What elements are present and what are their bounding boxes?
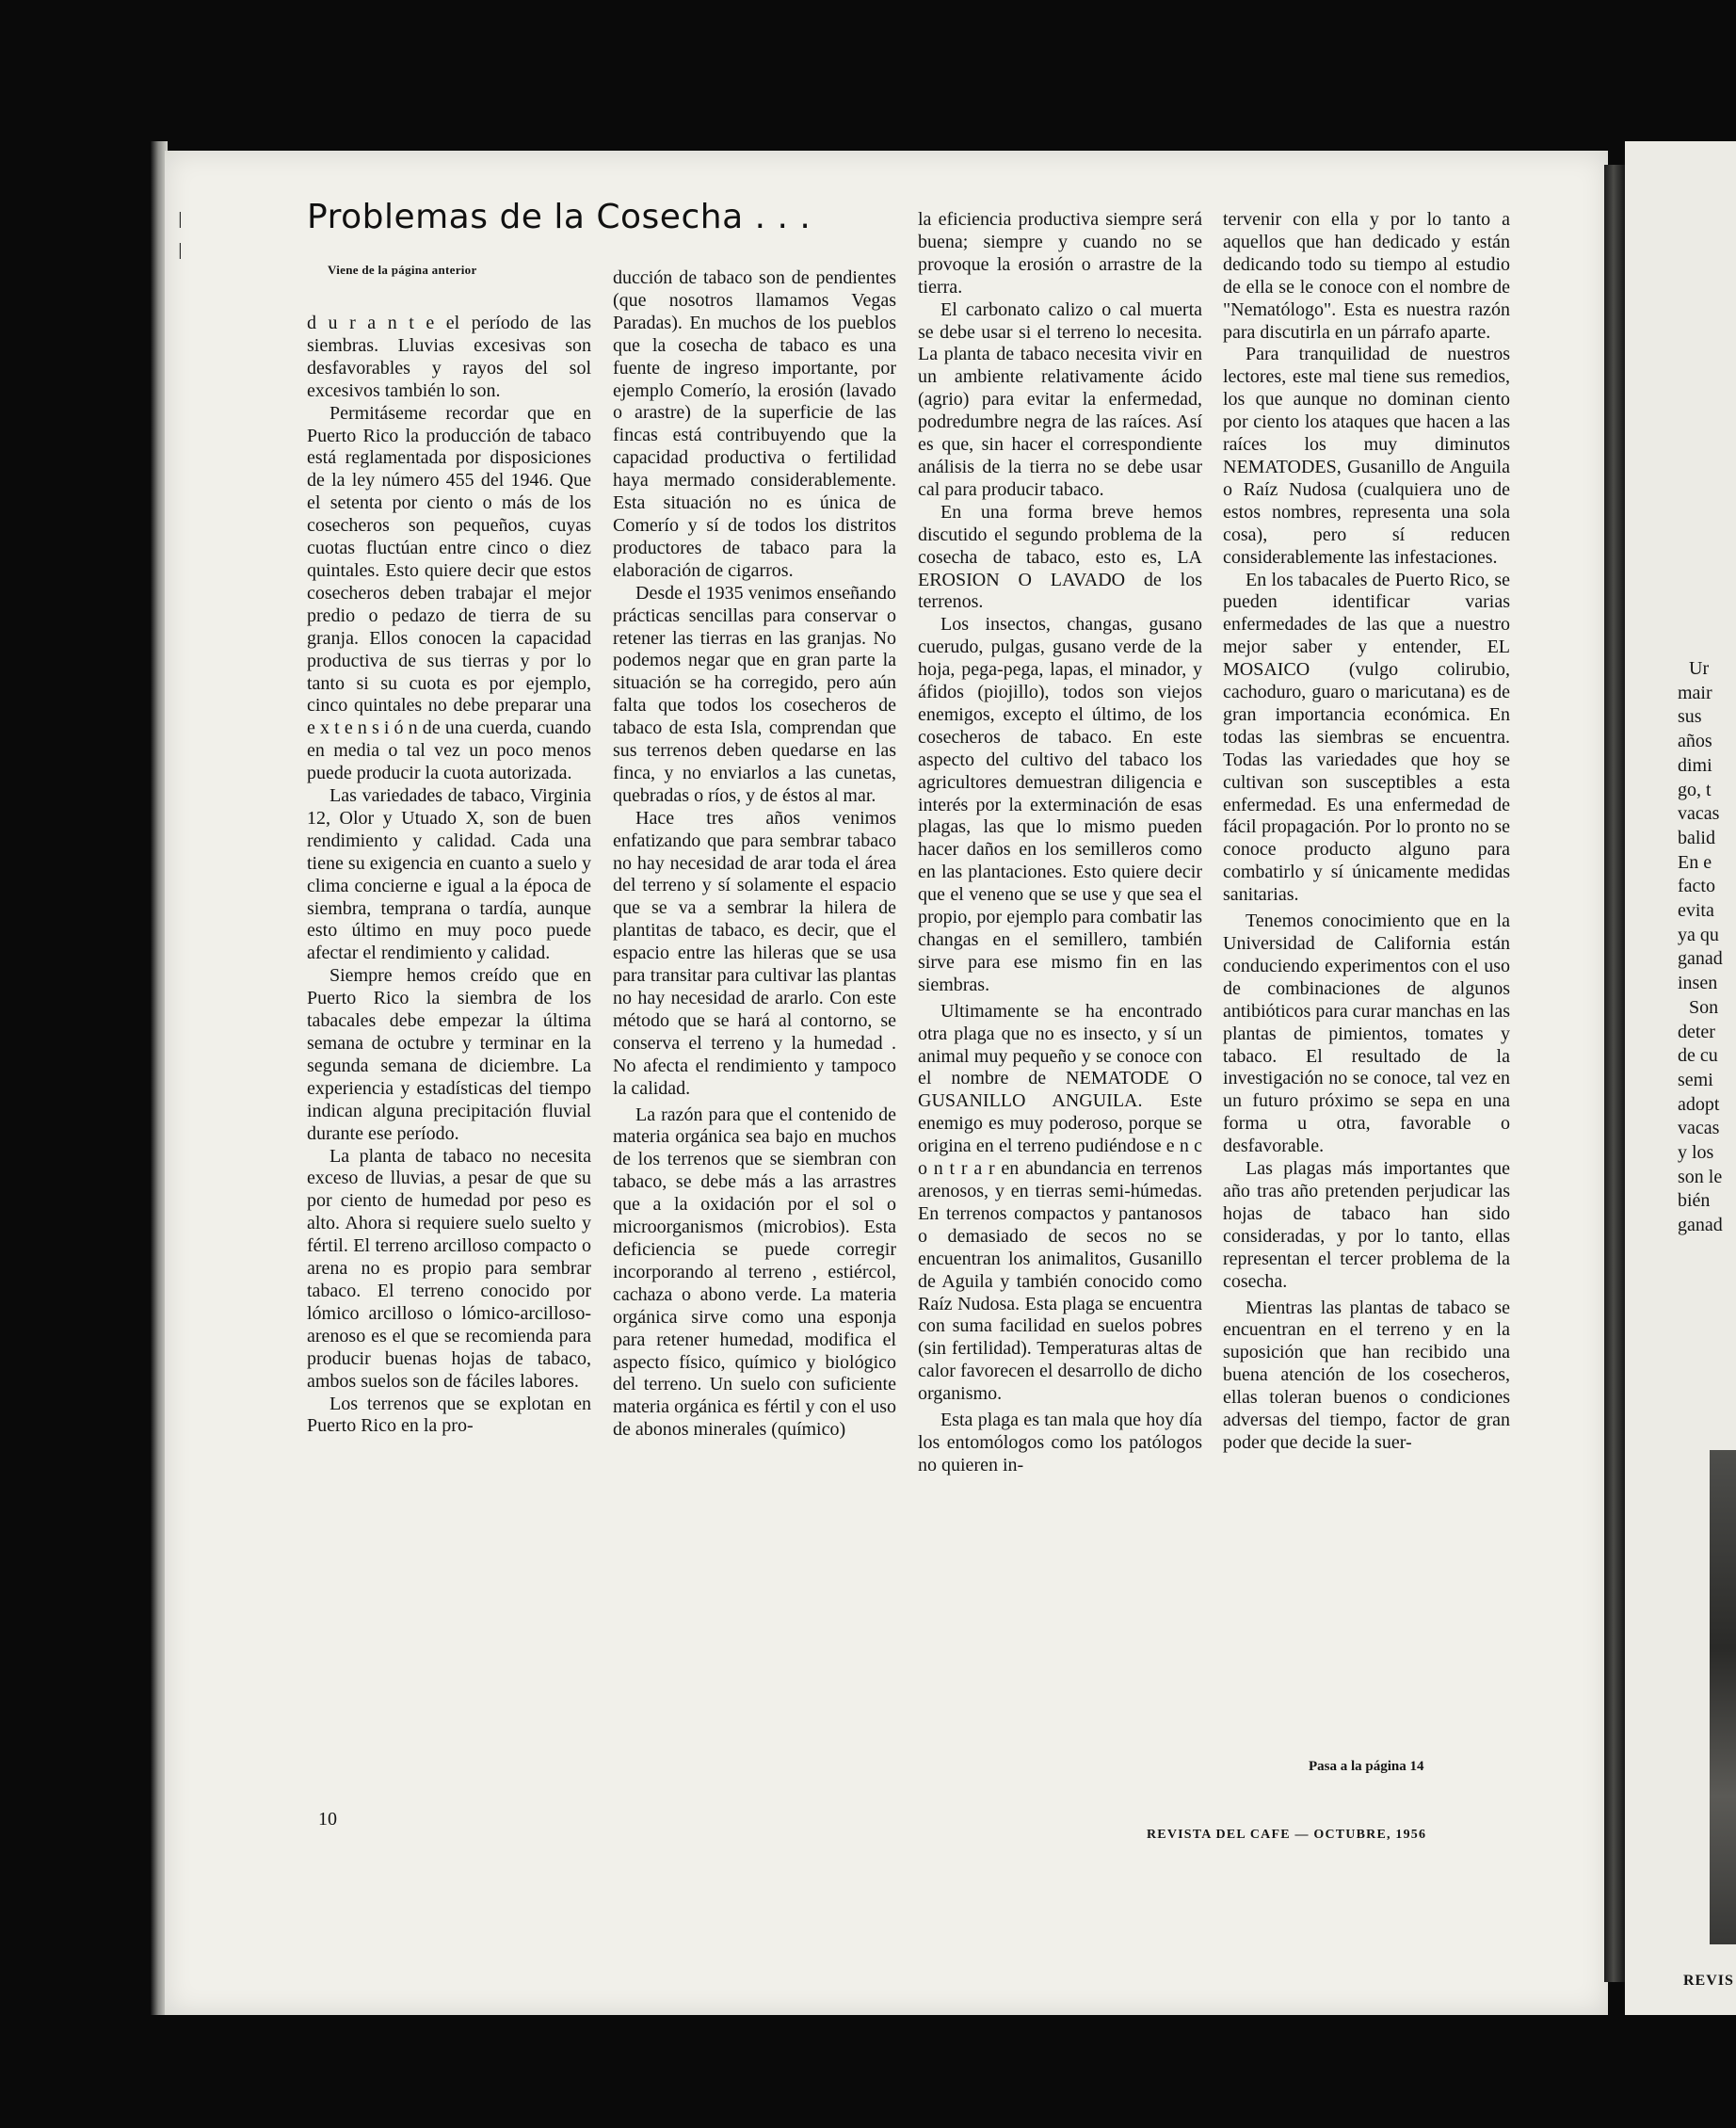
page-number: 10 — [318, 1809, 337, 1830]
paragraph: Desde el 1935 venimos enseñando prácticas sencillas para conservar o retener las tierras en las granjas. No podemos negar que en gran parte la situación se ha corregido, pero aún falta que todos los cosecheros de tabaco de esta Isla, comprendan que sus terrenos deben quedarse en las finca, y no enviarlos a las cunetas, quebradas o ríos, y de éstos al mar. — [613, 582, 896, 806]
paragraph: Para tranquilidad de nuestros lectores, este mal tiene sus remedios, los que aunque no dominan ciento por ciento los ataques que hacen a las raíces los muy diminutos NEMATODES, Gusanillo de Anguila o Raíz Nudosa (cualquiera uno de estos nombres, representa una sola cosa), pero sí reducen considerablemente las infestaciones. — [1223, 344, 1510, 568]
binding-spine — [1604, 165, 1625, 1982]
text-column-2 — [613, 267, 896, 1442]
paragraph: la eficiencia productiva siempre será buena; siempre y cuando no se provoque la erosión o arrastre de la tierra. — [918, 209, 1202, 298]
paragraph: La razón para que el contenido de materia orgánica sea bajo en muchos de los terrenos que se siembran con tabaco, se debe más a las arrastres que a la oxidación por el sol o microorganismos (microbios). Esta deficiencia se puede corregir incorporando al terreno , estiércol, cachaza o abono verde. La materia orgánica sirve como una esponja para retener humedad, modifica el aspecto físico, químico y biológico del terreno. Un suelo con suficiente materia orgánica es fértil y con el uso de abonos minerales (químico) — [613, 1104, 896, 1441]
facing-line: dimi — [1678, 754, 1712, 776]
margin-mark: ǀ — [178, 240, 183, 265]
facing-line: En e — [1678, 851, 1712, 873]
running-footer: REVISTA DEL CAFE — OCTUBRE, 1956 — [1147, 1828, 1427, 1842]
facing-line: semi — [1678, 1069, 1713, 1090]
facing-line: bién — [1678, 1190, 1711, 1212]
paragraph: En una forma breve hemos discutido el segundo problema de la cosecha de tabaco, esto es, LA EROSION O LAVADO de los terrenos. — [918, 501, 1202, 613]
facing-line: de cu — [1678, 1045, 1718, 1067]
continued-to-label: Pasa a la página 14 — [1309, 1759, 1424, 1774]
paragraph: Los terrenos que se explotan en Puerto Rico en la pro- — [307, 1393, 591, 1437]
paragraph: El carbonato calizo o cal muerta se debe usar si el terreno lo necesita. La planta de tabaco necesita vivir en un ambiente relativamente ácido (agrio) para evitar la enfermedad, podredumbre negra de las raíces. Así es que, sin hacer el correspondiente análisis de la tierra no se debe usar cal para producir tabaco. — [918, 298, 1202, 500]
facing-line: Ur — [1689, 658, 1710, 679]
facing-line: deter — [1678, 1021, 1715, 1042]
facing-line: y los — [1678, 1142, 1714, 1164]
facing-line: Son — [1689, 996, 1719, 1018]
paragraph: Tenemos conocimiento que en la Universidad de California están conduciendo experimentos con el uso de combinaciones de algunos antibióticos para curar manchas en las plantas de pimientos, tomates y tabaco. El resultado de la investigación no se conoce, tal vez en un futuro próximo se sepa en una forma u otra, favorable o desfavorable. — [1223, 911, 1510, 1157]
paragraph: ducción de tabaco son de pendientes (que nosotros llamamos Vegas Paradas). En muchos de los pueblos que la cosecha de tabaco es una fuente de ingreso importante, por ejemplo Comerío, la erosión (lavado o arastre) de la superficie de las fincas está contribuyendo que la capacidad productiva o fertilidad haya mermado considerablemente. Esta situación no es única de Comerío y sí de todos los distritos productores de tabaco para la elaboración de cigarros. — [613, 267, 896, 581]
paragraph: Los insectos, changas, gusano cuerudo, pulgas, gusano verde de la hoja, pega-pega, lapas, el minador, y áfidos (piojillo), todos son viejos enemigos, excepto el último, de los cosecheros de tabaco. En este aspecto del cultivo del tabaco los agricultores demuestran diligencia e interés por la exterminación de esas plagas, las que lo mismo pueden hacer daños en los semilleros como en las plantaciones. Esto quiere decir que el veneno que se use y que sea el propio, por ejemplo para combatir las changas en el semillero, también sirve para ese mismo fin en las siembras. — [918, 614, 1202, 995]
facing-line: balid — [1678, 827, 1715, 848]
facing-page-footer: REVIS — [1683, 1973, 1734, 1989]
paragraph: Esta plaga es tan mala que hoy día los entomólogos como los patólogos no quieren in- — [918, 1410, 1202, 1475]
paragraph: tervenir con ella y por lo tanto a aquellos que han dedicado y están dedicando todo su tiempo al estudio de ella se le conoce con el nombre de "Nematólogo". Esta es nuestra razón para discutirla en un párrafo aparte. — [1223, 209, 1510, 343]
facing-line: facto — [1678, 876, 1715, 897]
text-column-1 — [307, 313, 591, 1438]
facing-line: son le — [1678, 1166, 1723, 1187]
facing-page — [1625, 141, 1736, 2015]
margin-mark: ǀ — [178, 209, 183, 234]
text-column-4 — [1223, 209, 1510, 1455]
facing-line: ganad — [1678, 1215, 1723, 1236]
facing-line: insen — [1678, 973, 1718, 994]
paragraph: La planta de tabaco no necesita exceso de lluvias, a pesar de que su por ciento de humedad por peso es alto. Ahora si requiere suelo suelto y fértil. El terreno arcilloso compacto o arena no es propio para sembrar tabaco. El terreno conocido por lómico arcilloso o lómico-arcilloso-arenoso es el que se recomienda para producir buenas hojas de tabaco, ambos suelos son de fáciles labores. — [307, 1145, 591, 1392]
facing-line: ganad — [1678, 948, 1723, 970]
paragraph: Siempre hemos creído que en Puerto Rico la siembra de los tabacales debe empezar la última semana de octubre y terminar en la segunda semana de diciembre. La experiencia y estadísticas del tiempo indican alguna precipitación fluvial durante ese período. — [307, 965, 591, 1144]
paragraph: Las plagas más importantes que año tras año pretenden perjudicar las hojas de tabaco han sido consideradas, y por lo tanto, ellas representan el tercer problema de la cosecha. — [1223, 1158, 1510, 1292]
paragraph: En los tabacales de Puerto Rico, se pueden identificar varias enfermedades de las que a nuestro mejor saber y entender, EL MOSAICO (vulgo colirubio, cachoduro, guaro o maricutana) es de gran importancia económica. En todas las siembras se encuentra. Todas las variedades que hoy se cultivan son susceptibles a esta enfermedad. Es una enfermedad de fácil propagación. Por lo pronto no se conoce producto alguno para combatirlo y sí únicamente medidas sanitarias. — [1223, 569, 1510, 906]
facing-line: sus — [1678, 706, 1702, 728]
facing-line: vacas — [1678, 1118, 1720, 1139]
facing-line: vacas — [1678, 803, 1720, 825]
paragraph: Permitáseme recordar que en Puerto Rico la producción de tabaco está reglamentada por disposiciones de la ley número 455 del 1946. Que el setenta por ciento o más de los cosecheros son pequeños, cuyas cuotas fluctúan entre cinco o diez quintales. Esto quiere decir que estos cosecheros deben trabajar el mejor predio o pedazo de tierra de su granja. Ellos conocen la capacidad productiva de sus tierras y por lo tanto si su cuota es por ejemplo, cinco quintales no debe preparar una e x t e n s i ó n de una cuerda, cuando en media o tal vez un poco menos puede producir la cuota autorizada. — [307, 402, 591, 784]
facing-line: mair — [1678, 682, 1712, 703]
continued-from-label: Viene de la página anterior — [328, 263, 477, 277]
facing-line: go, t — [1678, 779, 1712, 800]
facing-page-photo — [1710, 1450, 1736, 1944]
text-column-3 — [918, 209, 1202, 1477]
paragraph: d u r a n t e el período de las siembras. Lluvias excesivas son desfavorables y rayos del sol excesivos también lo son. — [307, 313, 591, 401]
paragraph: Las variedades de tabaco, Virginia 12, Olor y Utuado X, son de buen rendimiento y calidad. Cada una tiene su exigencia en cuanto a suelo y clima concierne e igual a la época de siembra, temprana o tardía, aunque esto último en muy poco puede afectar el rendimiento y calidad. — [307, 785, 591, 964]
facing-page-text — [1678, 657, 1736, 1238]
facing-line: evita — [1678, 900, 1714, 922]
facing-line: adopt — [1678, 1093, 1720, 1115]
facing-line: ya qu — [1678, 924, 1719, 945]
paragraph: Hace tres años venimos enfatizando que para sembrar tabaco no hay necesidad de arar toda el área del terreno y sí solamente el espacio que se va a sembrar la hilera de plantitas de tabaco, es decir, que el espacio entre las hileras que se usa para transitar para cultivar las plantas no hay necesidad de ararlo. Con este método que se hará al contorno, se conserva el terreno y la humedad . No afecta el rendimiento y tampoco la calidad. — [613, 807, 896, 1099]
paragraph: Ultimamente se ha encontrado otra plaga que no es insecto, y sí un animal muy pequeño y se conoce con el nombre de NEMATODE O GUSANILLO ANGUILA. Este enemigo es muy poderoso, porque se origina en el terreno pudiéndose e n c o n t r a r en abundancia en terrenos arenosos, y en tierras semi-húmedas. En terrenos compactos y pantanosos o demasiado de secos no se encuentran los animalitos, Gusanillo de Aguila y también conocido como Raíz Nudosa. Esta plaga se encuentra con suma facilidad en suelos pobres (sin fertilidad). Temperaturas altas de calor favorecen el desarrollo de dicho organismo. — [918, 1000, 1202, 1405]
facing-line: años — [1678, 731, 1712, 752]
paragraph: Mientras las plantas de tabaco se encuentran en el terreno y en la suposición que han recibido una buena atención de los cosecheros, ellas toleran buenos o condiciones adversas del tiempo, factor de gran poder que decide la suer- — [1223, 1297, 1510, 1453]
article-title: Problemas de la Cosecha . . . — [307, 198, 812, 236]
